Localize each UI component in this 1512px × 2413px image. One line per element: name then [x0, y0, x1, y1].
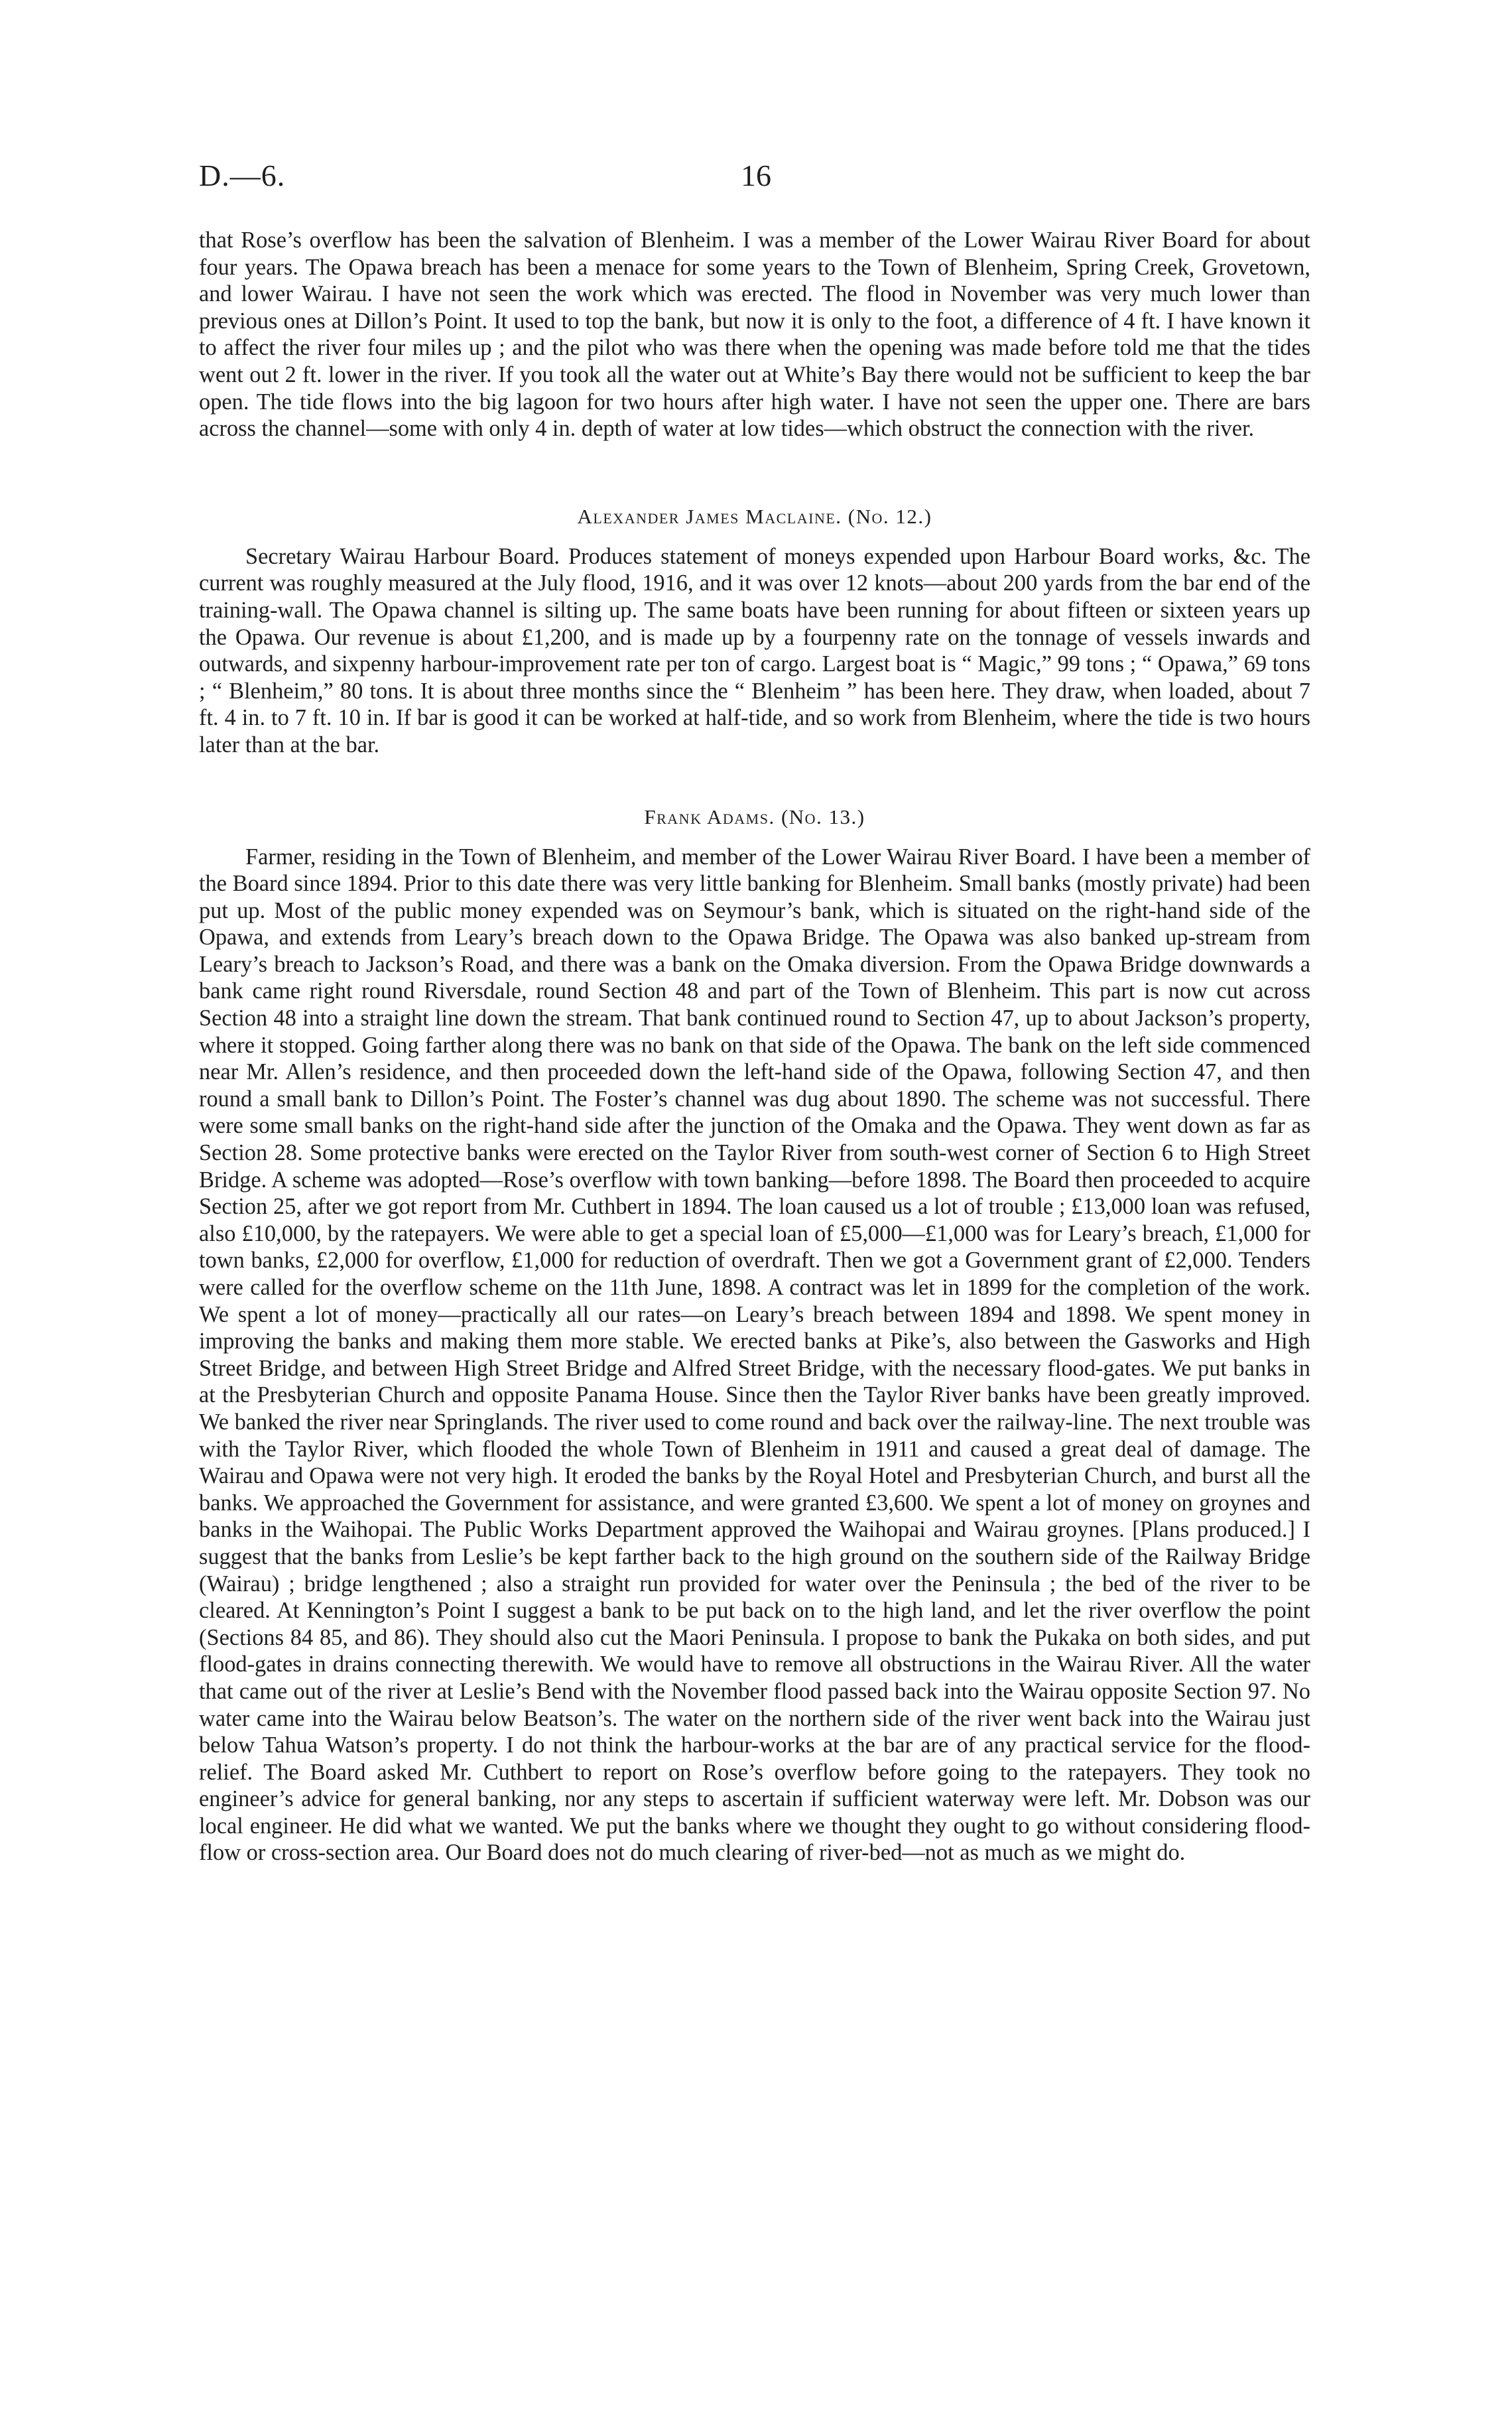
- page-number: 16: [741, 159, 771, 192]
- witness-heading-adams: Frank Adams. (No. 13.): [644, 805, 865, 828]
- page-body: [199, 227, 1310, 1866]
- testimony-paragraph-adams: Farmer, residing in the Town of Blenheim, and member of the Lower Wairau River Board. I have been a member of the Board since 1894. Prior to this date there was very little banking for Blenheim. Small banks (mostly private) had been put up. Most of the public money expended was on Seymour’s bank, which is situated on the right-hand side of the Opawa, and extends from Leary’s breach down to the Opawa Bridge. The Opawa was also banked up-stream from Leary’s breach to Jackson’s Road, and there was a bank on the Omaka diversion. From the Opawa Bridge downwards a bank came right round Riversdale, round Section 48 and part of the Town of Blenheim. This part is now cut across Section 48 into a straight line down the stream. That bank continued round to Section 47, up to about Jackson’s property, where it stopped. Going farther along there was no bank on that side of the Opawa. The bank on the left side commenced near Mr. Allen’s residence, and then proceeded down the left-hand side of the Opawa, following Section 47, and then round a small bank to Dillon’s Point. The Foster’s channel was dug about 1890. The scheme was not successful. There were some small banks on the right-hand side after the junction of the Omaka and the Opawa. They went down as far as Section 28. Some protective banks were erected on the Taylor River from south-west corner of Section 6 to High Street Bridge. A scheme was adopted—Rose’s overflow with town banking—before 1898. The Board then proceeded to acquire Section 25, after we got report from Mr. Cuthbert in 1894. The loan caused us a lot of trouble ; £13,000 loan was refused, also £10,000, by the ratepayers. We were able to get a special loan of £5,000—£1,000 was for Leary’s breach, £1,000 for town banks, £2,000 for overflow, £1,000 for reduction of overdraft. Then we got a Government grant of £2,000. Tenders were called for the overflow scheme on the 11th June, 1898. A contract was let in 1899 for the completion of the work. We spent a lot of money—practically all our rates—on Leary’s breach between 1894 and 1898. We spent money in improving the banks and making them more stable. We erected banks at Pike’s, also between the Gasworks and High Street Bridge, and between High Street Bridge and Alfred Street Bridge, with the necessary flood-gates. We put banks in at the Presbyterian Church and opposite Panama House. Since then the Taylor River banks have been greatly improved. We banked the river near Springlands. The river used to come round and back over the railway-line. The next trouble was with the Taylor River, which flooded the whole Town of Blenheim in 1911 and caused a great deal of damage. The Wairau and Opawa were not very high. It eroded the banks by the Royal Hotel and Presbyterian Church, and burst all the banks. We approached the Government for assistance, and were granted £3,600. We spent a lot of money on groynes and banks in the Waihopai. The Public Works Department approved the Waihopai and Wairau groynes. [Plans produced.] I suggest that the banks from Leslie’s be kept farther back to the high ground on the southern side of the Railway Bridge (Wairau) ; bridge lengthened ; also a straight run provided for water over the Peninsula ; the bed of the river to be cleared. At Kennington’s Point I suggest a bank to be put back on to the high land, and let the river overflow the point (Sections 84 85, and 86). They should also cut the Maori Peninsula. I propose to bank the Pukaka on both sides, and put flood-gates in drains connecting therewith. We would have to remove all obstructions in the Wairau River. All the water that came out of the river at Leslie’s Bend with the November flood passed back into the Wairau opposite Section 97. No water came into the Wairau below Beatson’s. The water on the northern side of the river went back into the Wairau just below Tahua Watson’s property. I do not think the harbour-works at the bar are of any practical service for the flood-relief. The Board asked Mr. Cuthbert to report on Rose’s overflow before going to the ratepayers. They took no engineer’s advice for general banking, nor any steps to ascertain if sufficient waterway were left. Mr. Dobson was our local engineer. He did what we wanted. We put the banks where we thought they ought to go without considering flood-flow or cross-section area. Our Board does not do much clearing of river-bed—not as much as we might do.: [199, 844, 1310, 1866]
- page-header: [199, 158, 1313, 204]
- testimony-paragraph-maclaine: Secretary Wairau Harbour Board. Produces statement of moneys expended upon Harbour Board works, &c. The current was roughly measured at the July flood, 1916, and it was over 12 knots—about 200 yards from the bar end of the training-wall. The Opawa channel is silting up. The same boats have been running for about fifteen or sixteen years up the Opawa. Our revenue is about £1,200, and is made up by a fourpenny rate on the tonnage of vessels inwards and outwards, and sixpenny harbour-improvement rate per ton of cargo. Largest boat is “ Magic,” 99 tons ; “ Opawa,” 69 tons ; “ Blenheim,” 80 tons. It is about three months since the “ Blenheim ” has been here. They draw, when loaded, about 7 ft. 4 in. to 7 ft. 10 in. If bar is good it can be worked at half-tide, and so work from Blenheim, where the tide is two hours later than at the bar.: [199, 543, 1310, 757]
- document-reference: D.—6.: [199, 159, 286, 192]
- witness-heading-maclaine: Alexander James Maclaine. (No. 12.): [577, 504, 932, 528]
- continued-paragraph: that Rose’s overflow has been the salvation of Blenheim. I was a member of the Lower Wairau River Board for about four years. The Opawa breach has been a menace for some years to the Town of Blenheim, Spring Creek, Grovetown, and lower Wairau. I have not seen the work which was erected. The flood in November was very much lower than previous ones at Dillon’s Point. It used to top the bank, but now it is only to the foot, a difference of 4 ft. I have known it to affect the river four miles up ; and the pilot who was there when the opening was made before told me that the tides went out 2 ft. lower in the river. If you took all the water out at White’s Bay there would not be sufficient to keep the bar open. The tide flows into the big lagoon for two hours after high water. I have not seen the upper one. There are bars across the channel—some with only 4 in. depth of water at low tides—which obstruct the connection with the river.: [199, 228, 1310, 442]
